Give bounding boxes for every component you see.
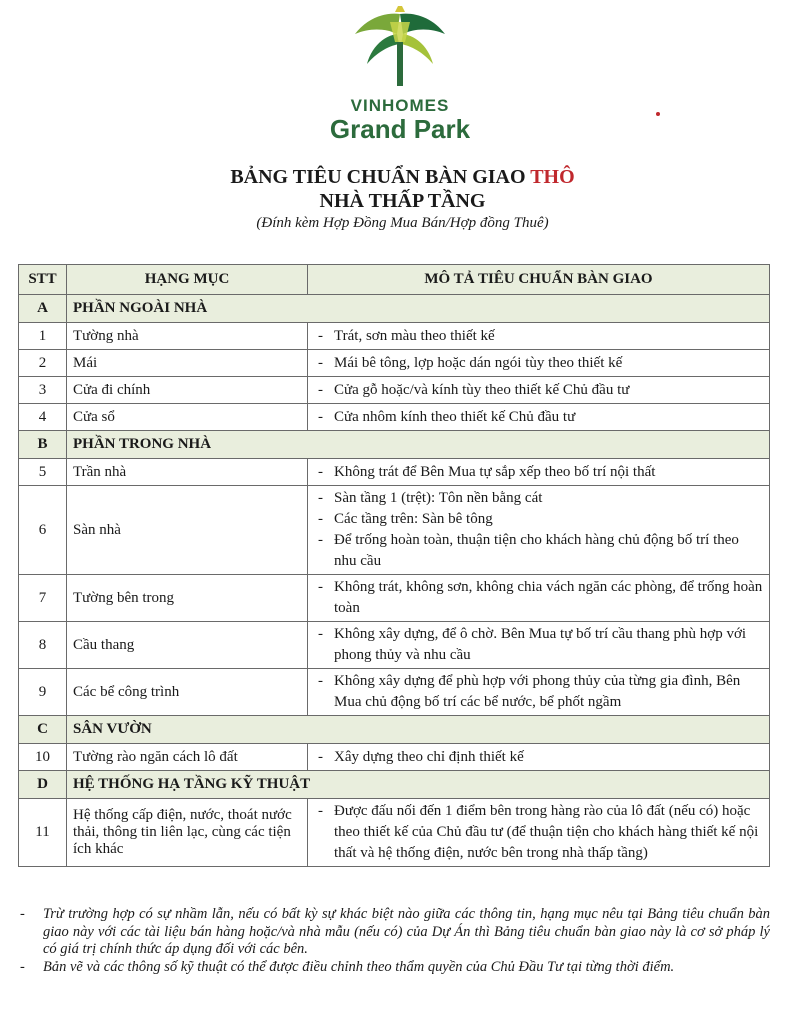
description-list bbox=[314, 624, 763, 666]
row-number: 10 bbox=[19, 744, 67, 771]
section-name: PHẦN TRONG NHÀ bbox=[67, 431, 770, 459]
document-subtitle-heading: NHÀ THẤP TẦNG bbox=[319, 190, 486, 212]
row-item: Cửa đi chính bbox=[67, 377, 308, 404]
description-item: - Không xây dựng để phù hợp với phong thủy của từng gia đình, Bên Mua chủ động bố trí các bể nước, bể phốt ngầm bbox=[314, 671, 763, 713]
row-number: 1 bbox=[19, 323, 67, 350]
description-item: - Cửa gỗ hoặc/và kính tùy theo thiết kế Chủ đầu tư bbox=[314, 380, 763, 401]
palm-tree-logo-icon bbox=[345, 4, 455, 99]
row-description bbox=[308, 744, 770, 771]
description-list bbox=[314, 462, 763, 483]
footnote-item: - Bản vẽ và các thông số kỹ thuật có thể được điều chỉnh theo thẩm quyền của Chủ Đầu Tư tại từng thời điểm. bbox=[18, 959, 770, 977]
row-description bbox=[308, 377, 770, 404]
description-item: - Không trát, không sơn, không chia vách ngăn các phòng, để trống hoàn toàn bbox=[314, 577, 763, 619]
table-row bbox=[19, 459, 770, 486]
table-row bbox=[19, 486, 770, 575]
vinhomes-logo bbox=[300, 4, 500, 144]
description-item: - Trát, sơn màu theo thiết kế bbox=[314, 326, 763, 347]
row-description bbox=[308, 622, 770, 669]
row-number: 8 bbox=[19, 622, 67, 669]
description-item: - Mái bê tông, lợp hoặc dán ngói tùy theo thiết kế bbox=[314, 353, 763, 374]
description-list bbox=[314, 407, 763, 428]
row-item: Tường nhà bbox=[67, 323, 308, 350]
table-row bbox=[19, 744, 770, 771]
row-number: 9 bbox=[19, 669, 67, 716]
description-list bbox=[314, 801, 763, 864]
table-row bbox=[19, 323, 770, 350]
section-row-b bbox=[19, 431, 770, 459]
document-attachment-note: (Đính kèm Hợp Đồng Mua Bán/Hợp đồng Thuê) bbox=[256, 215, 549, 231]
description-list bbox=[314, 577, 763, 619]
brand-name-line1: VINHOMES bbox=[350, 96, 450, 115]
section-name: SÂN VƯỜN bbox=[67, 716, 770, 744]
title-highlight: THÔ bbox=[530, 166, 575, 188]
row-item: Cửa sổ bbox=[67, 404, 308, 431]
section-row-a bbox=[19, 295, 770, 323]
description-item: - Không trát để Bên Mua tự sắp xếp theo bố trí nội thất bbox=[314, 462, 763, 483]
description-list bbox=[314, 326, 763, 347]
table-row bbox=[19, 575, 770, 622]
handover-standards-table bbox=[18, 264, 770, 867]
section-letter: B bbox=[19, 431, 67, 459]
header-stt: STT bbox=[19, 265, 67, 295]
description-item: - Để trống hoàn toàn, thuận tiện cho khách hàng chủ động bố trí theo nhu cầu bbox=[314, 530, 763, 572]
description-list bbox=[314, 380, 763, 401]
row-description bbox=[308, 799, 770, 867]
section-name: HỆ THỐNG HẠ TẦNG KỸ THUẬT bbox=[67, 771, 770, 799]
document-title bbox=[0, 166, 805, 189]
row-item: Trần nhà bbox=[67, 459, 308, 486]
row-number: 6 bbox=[19, 486, 67, 575]
row-item: Cầu thang bbox=[67, 622, 308, 669]
footnotes bbox=[18, 906, 770, 976]
description-item: - Xây dựng theo chỉ định thiết kế bbox=[314, 747, 763, 768]
table-row bbox=[19, 669, 770, 716]
row-item: Tường rào ngăn cách lô đất bbox=[67, 744, 308, 771]
description-list bbox=[314, 353, 763, 374]
row-number: 3 bbox=[19, 377, 67, 404]
section-letter: C bbox=[19, 716, 67, 744]
row-item: Hệ thống cấp điện, nước, thoát nước thải, thông tin liên lạc, cùng các tiện ích khác bbox=[67, 799, 308, 867]
description-list bbox=[314, 747, 763, 768]
header-item: HẠNG MỤC bbox=[67, 265, 308, 295]
row-item: Tường bên trong bbox=[67, 575, 308, 622]
description-item: - Sàn tầng 1 (trệt): Tôn nền bằng cát bbox=[314, 488, 763, 509]
section-row-c bbox=[19, 716, 770, 744]
description-item: - Được đấu nối đến 1 điểm bên trong hàng rào của lô đất (nếu có) hoặc theo thiết kế của Chủ đầu tư (để thuận tiện cho khách hàng thiết kế nội thất và hệ thống điện, nước bên trong nhà thấp tầng) bbox=[314, 801, 763, 864]
row-number: 7 bbox=[19, 575, 67, 622]
header-description: MÔ TẢ TIÊU CHUẨN BÀN GIAO bbox=[308, 265, 770, 295]
section-name: PHẦN NGOÀI NHÀ bbox=[67, 295, 770, 323]
table-row bbox=[19, 350, 770, 377]
row-number: 5 bbox=[19, 459, 67, 486]
red-dot-mark bbox=[656, 112, 660, 116]
footnote-item: - Trừ trường hợp có sự nhầm lẫn, nếu có bất kỳ sự khác biệt nào giữa các thông tin, hạng mục nêu tại Bảng tiêu chuẩn bàn giao này với các tài liệu bán hàng hoặc/và nhà mẫu (nếu có) của Dự Án thì Bảng tiêu chuẩn bàn giao này là cơ sở pháp lý có giá trị chính thức áp dụng đối với các bên. bbox=[18, 906, 770, 959]
section-row-d bbox=[19, 771, 770, 799]
row-description bbox=[308, 486, 770, 575]
table-header-row bbox=[19, 265, 770, 295]
brand-name-line2: Grand Park bbox=[329, 114, 471, 144]
row-description bbox=[308, 669, 770, 716]
row-description bbox=[308, 575, 770, 622]
row-description bbox=[308, 404, 770, 431]
description-list bbox=[314, 671, 763, 713]
section-letter: D bbox=[19, 771, 67, 799]
row-description bbox=[308, 323, 770, 350]
row-number: 11 bbox=[19, 799, 67, 867]
table-body bbox=[19, 295, 770, 867]
row-number: 2 bbox=[19, 350, 67, 377]
row-number: 4 bbox=[19, 404, 67, 431]
row-description bbox=[308, 459, 770, 486]
row-item: Sàn nhà bbox=[67, 486, 308, 575]
row-item: Mái bbox=[67, 350, 308, 377]
table-row bbox=[19, 622, 770, 669]
description-item: - Không xây dựng, để ô chờ. Bên Mua tự bố trí cầu thang phù hợp với phong thủy và nhu cầu bbox=[314, 624, 763, 666]
row-item: Các bể công trình bbox=[67, 669, 308, 716]
description-item: - Các tầng trên: Sàn bê tông bbox=[314, 509, 763, 530]
title-prefix: BẢNG TIÊU CHUẨN BÀN GIAO bbox=[230, 166, 531, 188]
description-list bbox=[314, 488, 763, 572]
description-item: - Cửa nhôm kính theo thiết kế Chủ đầu tư bbox=[314, 407, 763, 428]
table-row bbox=[19, 377, 770, 404]
table-row bbox=[19, 799, 770, 867]
section-letter: A bbox=[19, 295, 67, 323]
row-description bbox=[308, 350, 770, 377]
table-row bbox=[19, 404, 770, 431]
